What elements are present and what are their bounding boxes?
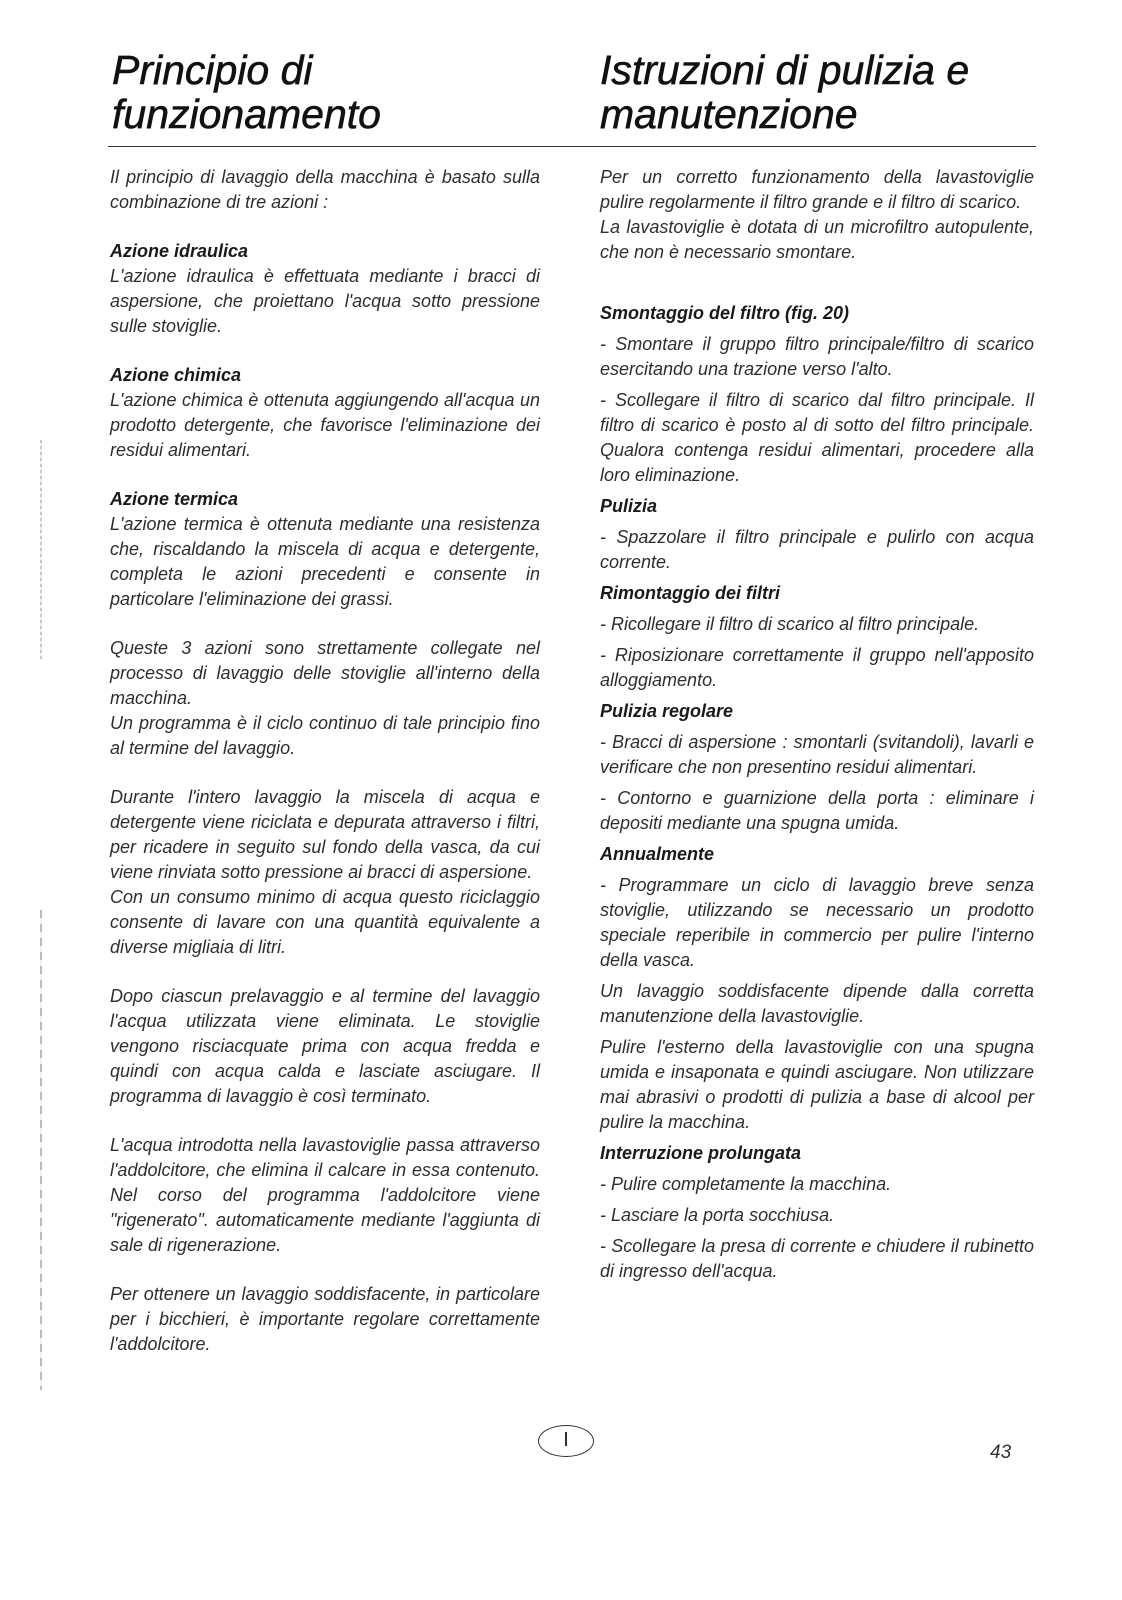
subheading-filter-refit: Rimontaggio dei filtri (600, 583, 780, 603)
paragraph-chemical-action: L'azione chimica è ottenuta aggiungendo all'acqua un prodotto detergente, che favorisce l'eliminazione dei residui alimentari. (110, 390, 540, 460)
subheading-regular-cleaning: Pulizia regolare (600, 701, 734, 721)
intro-paragraph: Il principio di lavaggio della macchina è basato sulla combinazione di tre azioni : (110, 167, 540, 212)
paragraph-three-actions: Queste 3 azioni sono strettamente collegate nel processo di lavaggio delle stoviglie all'interno della macchina. (110, 638, 540, 708)
paragraph-filters-intro: Per un corretto funzionamento della lavastoviglie pulire regolarmente il filtro grande e il filtro di scarico. (600, 167, 1034, 212)
heading-line: Istruzioni di pulizia e (600, 47, 970, 93)
step-interruption-3: - Scollegare la presa di corrente e chiudere il rubinetto di ingresso dell'acqua. (600, 1236, 1034, 1281)
paragraph-consumption: Con un consumo minimo di acqua questo riciclaggio consente di lavare con una quantità equivalente a diverse migliaia di litri. (110, 887, 540, 957)
paragraph-microfilter: La lavastoviglie è dotata di un microfiltro autopulente, che non è necessario smontare. (600, 217, 1034, 262)
step-cleaning: - Spazzolare il filtro principale e pulirlo con acqua corrente. (600, 527, 1034, 572)
paragraph-hydraulic-action: L'azione idraulica è effettuata mediante i bracci di aspersione, che proiettano l'acqua sotto pressione sulle stoviglie. (110, 266, 540, 336)
heading-divider (108, 146, 1036, 147)
paragraph-softener: L'acqua introdotta nella lavastoviglie passa attraverso l'addolcitore, che elimina il calcare in essa contenuto. Nel corso del programma l'addolcitore viene "rigenerato". automaticamente mediante l'aggiunta di sale di rigenerazione. (110, 1135, 540, 1255)
right-column (600, 165, 1034, 1284)
subheading-chemical-action: Azione chimica (110, 365, 242, 385)
left-column (110, 165, 540, 1357)
paragraph-rinse: Dopo ciascun prelavaggio e al termine del lavaggio l'acqua utilizzata viene eliminata. Le stoviglie vengono risciacquate prima con acqua fredda e quindi con acqua calda e lasciate asciugare. Il programma di lavaggio è così terminato. (110, 986, 540, 1106)
paragraph-recycle: Durante l'intero lavaggio la miscela di acqua e detergente viene riciclata e depurata attraverso i filtri, per ricadere in seguito sul fondo della vasca, da cui viene rinviata sotto pressione ai bracci di aspersione. (110, 787, 540, 882)
step-regular-cleaning-2: - Contorno e guarnizione della porta : eliminare i depositi mediante una spugna umida. (600, 788, 1034, 833)
section-heading-principle (112, 48, 542, 136)
subheading-prolonged-interruption: Interruzione prolungata (600, 1143, 802, 1163)
heading-line: manutenzione (600, 91, 858, 137)
paragraph-program: Un programma è il ciclo continuo di tale principio fino al termine del lavaggio. (110, 713, 540, 758)
step-interruption-2: - Lasciare la porta socchiusa. (600, 1205, 835, 1225)
step-filter-removal-1: - Smontare il gruppo filtro principale/filtro di scarico esercitando una trazione verso l'alto. (600, 334, 1034, 379)
paragraph-maintenance-note: Un lavaggio soddisfacente dipende dalla corretta manutenzione della lavastoviglie. (600, 981, 1034, 1026)
subheading-filter-removal: Smontaggio del filtro (fig. 20) (600, 303, 849, 323)
step-yearly: - Programmare un ciclo di lavaggio breve senza stoviglie, utilizzando se necessario un prodotto speciale reperibile in commercio per pulire l'interno della vasca. (600, 875, 1034, 970)
step-regular-cleaning-1: - Bracci di aspersione : smontarli (svitandoli), lavarli e verificare che non presentino residui alimentari. (600, 732, 1034, 777)
page-number: 43 (990, 1442, 1012, 1463)
paragraph-exterior-cleaning: Pulire l'esterno della lavastoviglie con una spugna umida e insaponata e quindi asciugare. Non utilizzare mai abrasivi o prodotti di pulizia a base di alcool per pulire la macchina. (600, 1037, 1034, 1132)
paragraph-glasses: Per ottenere un lavaggio soddisfacente, in particolare per i bicchieri, è importante regolare correttamente l'addolcitore. (110, 1284, 540, 1354)
step-filter-refit-1: - Ricollegare il filtro di scarico al filtro principale. (600, 614, 980, 634)
language-badge: I (538, 1425, 594, 1457)
scan-margin-mark (40, 910, 42, 1390)
step-interruption-1: - Pulire completamente la macchina. (600, 1174, 892, 1194)
subheading-hydraulic-action: Azione idraulica (110, 241, 249, 261)
step-filter-removal-2: - Scollegare il filtro di scarico dal filtro principale. Il filtro di scarico è posto al di sotto del filtro principale. Qualora contenga residui alimentari, procedere alla loro eliminazione. (600, 390, 1034, 485)
heading-line: funzionamento (112, 91, 381, 137)
section-heading-cleaning (600, 48, 1070, 136)
step-filter-refit-2: - Riposizionare correttamente il gruppo nell'apposito alloggiamento. (600, 645, 1034, 690)
heading-line: Principio di (112, 47, 313, 93)
subheading-thermal-action: Azione termica (110, 489, 239, 509)
subheading-yearly: Annualmente (600, 844, 715, 864)
subheading-cleaning: Pulizia (600, 496, 658, 516)
scan-margin-mark (40, 440, 42, 660)
paragraph-thermal-action: L'azione termica è ottenuta mediante una resistenza che, riscaldando la miscela di acqua e detergente, completa le azioni precedenti e consente in particolare l'eliminazione dei grassi. (110, 514, 540, 609)
